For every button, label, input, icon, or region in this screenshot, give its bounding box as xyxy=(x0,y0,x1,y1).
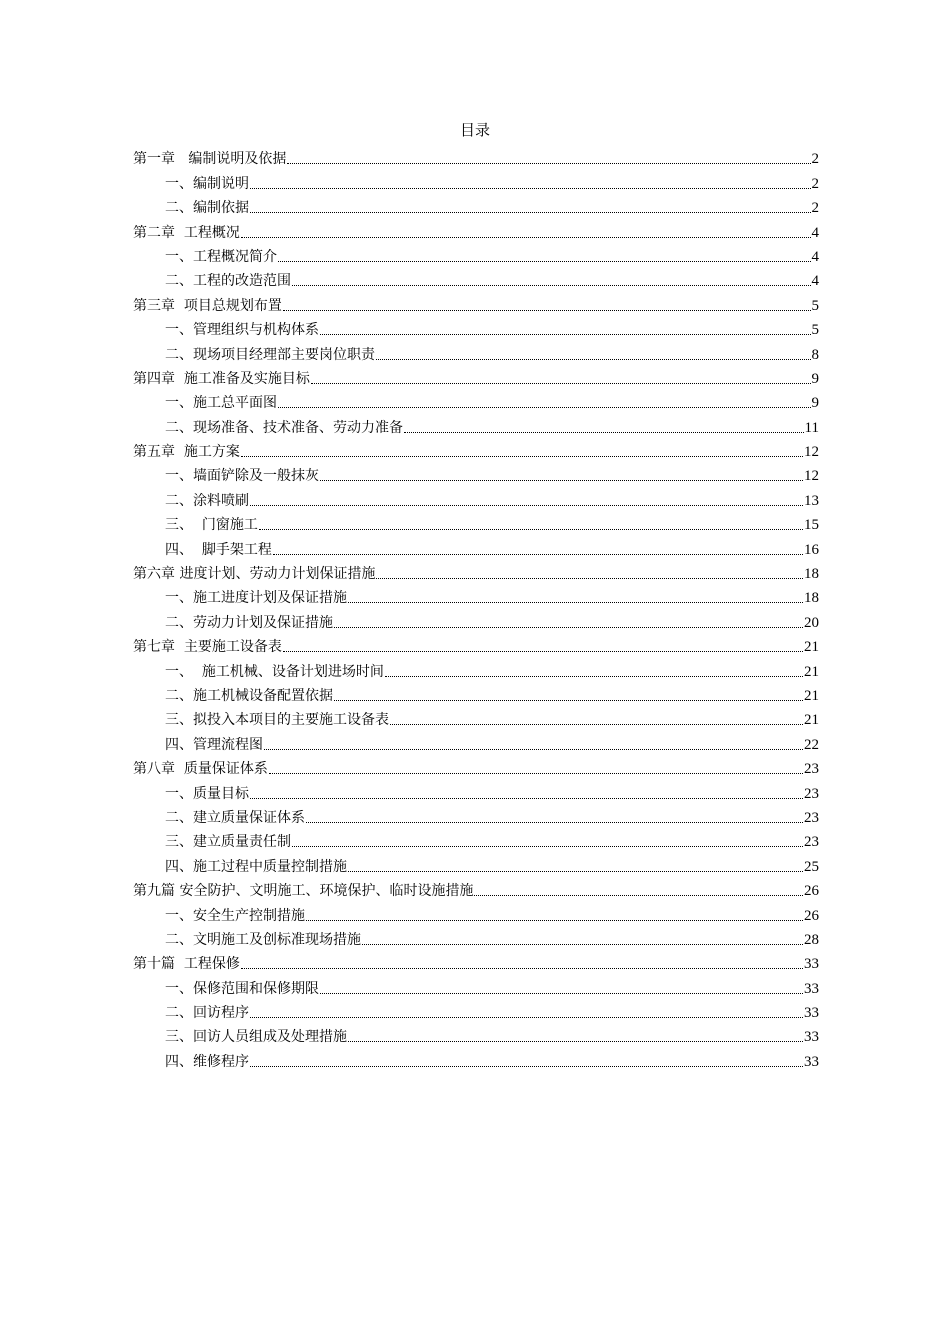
toc-dot-leader xyxy=(306,822,803,823)
toc-entry-label: 第一章 编制说明及依据 xyxy=(133,151,287,168)
toc-entry-label: 三、建立质量责任制 xyxy=(165,834,291,851)
toc-entry-label: 二、回访程序 xyxy=(165,1005,249,1022)
toc-entry[interactable] xyxy=(133,168,819,192)
toc-entry-label: 三、回访人员组成及处理措施 xyxy=(165,1029,347,1046)
toc-entry-page-number: 18 xyxy=(804,566,819,583)
toc-entry-page-number: 16 xyxy=(804,541,819,558)
toc-entry-page-number: 25 xyxy=(804,858,819,875)
toc-entry-page-number: 23 xyxy=(804,785,819,802)
toc-entry-page-number: 21 xyxy=(804,663,819,680)
toc-dot-leader xyxy=(241,456,803,457)
toc-entry[interactable] xyxy=(133,681,819,705)
toc-entry-label: 三、 门窗施工 xyxy=(165,517,258,534)
toc-entry[interactable] xyxy=(133,827,819,851)
toc-entry[interactable] xyxy=(133,364,819,388)
toc-entry-page-number: 33 xyxy=(804,980,819,997)
toc-entry-label: 第三章 项目总规划布置 xyxy=(133,297,282,314)
toc-entry-label: 二、现场准备、技术准备、劳动力准备 xyxy=(165,419,403,436)
toc-entry-label: 一、管理组织与机构体系 xyxy=(165,322,319,339)
toc-entry-page-number: 23 xyxy=(804,809,819,826)
toc-entry-page-number: 33 xyxy=(804,1053,819,1070)
toc-entry-page-number: 4 xyxy=(811,273,819,290)
toc-dot-leader xyxy=(264,749,803,750)
toc-entry-label: 第二章 工程概况 xyxy=(133,224,240,241)
toc-entry-label: 第五章 施工方案 xyxy=(133,444,240,461)
toc-entry-page-number: 33 xyxy=(804,1005,819,1022)
toc-entry[interactable] xyxy=(133,656,819,680)
toc-dot-leader xyxy=(292,285,811,286)
toc-entry-label: 一、质量目标 xyxy=(165,785,249,802)
toc-entry[interactable] xyxy=(133,729,819,753)
toc-entry[interactable] xyxy=(133,193,819,217)
toc-entry-page-number: 4 xyxy=(811,224,819,241)
toc-entry-label: 四、维修程序 xyxy=(165,1053,249,1070)
toc-entry-page-number: 26 xyxy=(804,907,819,924)
toc-entry[interactable] xyxy=(133,778,819,802)
toc-dot-leader xyxy=(348,602,803,603)
toc-entry-page-number: 15 xyxy=(804,517,819,534)
toc-entry-page-number: 5 xyxy=(811,297,819,314)
toc-entry-page-number: 21 xyxy=(804,712,819,729)
toc-entry[interactable] xyxy=(133,144,819,168)
toc-entry-page-number: 8 xyxy=(811,346,819,363)
toc-dot-leader xyxy=(334,627,803,628)
toc-entry[interactable] xyxy=(133,900,819,924)
toc-dot-leader xyxy=(474,895,803,896)
toc-dot-leader xyxy=(250,1017,803,1018)
toc-entry-page-number: 26 xyxy=(804,883,819,900)
toc-entry-label: 第四章 施工准备及实施目标 xyxy=(133,370,310,387)
toc-entry-label: 二、建立质量保证体系 xyxy=(165,809,305,826)
toc-entry-page-number: 13 xyxy=(804,492,819,509)
toc-entry-label: 二、文明施工及创标准现场措施 xyxy=(165,931,361,948)
toc-dot-leader xyxy=(376,578,803,579)
toc-dot-leader xyxy=(283,651,803,652)
toc-entry-page-number: 21 xyxy=(804,687,819,704)
toc-entry-label: 一、墙面铲除及一般抹灰 xyxy=(165,468,319,485)
toc-dot-leader xyxy=(306,920,803,921)
toc-entry[interactable] xyxy=(133,461,819,485)
toc-entry-label: 第六章 进度计划、劳动力计划保证措施 xyxy=(133,566,376,583)
toc-entry-page-number: 28 xyxy=(804,931,819,948)
toc-entry[interactable] xyxy=(133,217,819,241)
toc-dot-leader xyxy=(320,334,811,335)
toc-dot-leader xyxy=(250,188,811,189)
toc-entry-label: 二、工程的改造范围 xyxy=(165,273,291,290)
toc-entry-page-number: 2 xyxy=(811,175,819,192)
toc-dot-leader xyxy=(348,871,803,872)
toc-dot-leader xyxy=(250,1066,803,1067)
toc-entry-page-number: 9 xyxy=(811,370,819,387)
toc-entry-label: 四、施工过程中质量控制措施 xyxy=(165,858,347,875)
toc-entry[interactable] xyxy=(133,754,819,778)
toc-entry-page-number: 5 xyxy=(811,322,819,339)
toc-entry[interactable] xyxy=(133,510,819,534)
toc-dot-leader xyxy=(250,212,811,213)
toc-entry-page-number: 2 xyxy=(811,151,819,168)
toc-entry-page-number: 11 xyxy=(804,419,819,436)
toc-entry-page-number: 21 xyxy=(804,639,819,656)
toc-entry-page-number: 20 xyxy=(804,614,819,631)
toc-dot-leader xyxy=(259,529,803,530)
toc-entry[interactable] xyxy=(133,242,819,266)
toc-dot-leader xyxy=(404,432,804,433)
toc-entry-label: 第十篇 工程保修 xyxy=(133,956,240,973)
toc-dot-leader xyxy=(241,968,803,969)
toc-dot-leader xyxy=(241,237,811,238)
toc-entry[interactable] xyxy=(133,388,819,412)
toc-entry[interactable] xyxy=(133,315,819,339)
toc-entry-label: 一、施工进度计划及保证措施 xyxy=(165,590,347,607)
toc-entry-label: 一、工程概况简介 xyxy=(165,248,277,265)
toc-entry[interactable] xyxy=(133,876,819,900)
toc-entry-label: 二、施工机械设备配置依据 xyxy=(165,687,333,704)
toc-entry-label: 三、拟投入本项目的主要施工设备表 xyxy=(165,712,389,729)
toc-entry[interactable] xyxy=(133,803,819,827)
toc-title: 目录 xyxy=(459,121,490,139)
toc-dot-leader xyxy=(311,383,811,384)
toc-entry-label: 二、劳动力计划及保证措施 xyxy=(165,614,333,631)
toc-entry-label: 四、管理流程图 xyxy=(165,736,263,753)
toc-entry-label: 二、编制依据 xyxy=(165,200,249,217)
toc-dot-leader xyxy=(273,554,803,555)
toc-entry[interactable] xyxy=(133,485,819,509)
toc-entry[interactable] xyxy=(133,534,819,558)
toc-entry-label: 第七章 主要施工设备表 xyxy=(133,639,282,656)
toc-entry-page-number: 12 xyxy=(804,444,819,461)
toc-dot-leader xyxy=(278,261,811,262)
toc-dot-leader xyxy=(348,1041,803,1042)
toc-dot-leader xyxy=(269,773,803,774)
toc-entry-page-number: 9 xyxy=(811,395,819,412)
toc-entry[interactable] xyxy=(133,973,819,997)
toc-entry[interactable] xyxy=(133,339,819,363)
toc-dot-leader xyxy=(250,798,803,799)
toc-entry-label: 第八章 质量保证体系 xyxy=(133,761,268,778)
toc-entry-page-number: 2 xyxy=(811,200,819,217)
toc-dot-leader xyxy=(292,846,803,847)
toc-entry-page-number: 23 xyxy=(804,834,819,851)
toc-entry[interactable] xyxy=(133,632,819,656)
toc-entry-page-number: 12 xyxy=(804,468,819,485)
toc-entry[interactable] xyxy=(133,1046,819,1070)
toc-entry[interactable] xyxy=(133,290,819,314)
toc-entry-page-number: 33 xyxy=(804,956,819,973)
toc-dot-leader xyxy=(362,944,803,945)
toc-entry-page-number: 22 xyxy=(804,736,819,753)
toc-entry[interactable] xyxy=(133,851,819,875)
toc-entry[interactable] xyxy=(133,607,819,631)
toc-dot-leader xyxy=(390,724,803,725)
toc-entry-label: 一、施工总平面图 xyxy=(165,395,277,412)
toc-entry-label: 一、安全生产控制措施 xyxy=(165,907,305,924)
toc-entry-page-number: 18 xyxy=(804,590,819,607)
toc-dot-leader xyxy=(278,407,811,408)
toc-list xyxy=(133,144,819,1071)
toc-entry-label: 四、 脚手架工程 xyxy=(165,541,272,558)
toc-entry-label: 二、涂料喷刷 xyxy=(165,492,249,509)
toc-dot-leader xyxy=(320,480,803,481)
toc-entry[interactable] xyxy=(133,266,819,290)
toc-entry-page-number: 23 xyxy=(804,761,819,778)
toc-entry-label: 一、保修范围和保修期限 xyxy=(165,980,319,997)
toc-dot-leader xyxy=(287,163,810,164)
toc-entry[interactable] xyxy=(133,412,819,436)
toc-entry-label: 第九篇 安全防护、文明施工、环境保护、临时设施措施 xyxy=(133,883,474,900)
toc-dot-leader xyxy=(376,359,811,360)
toc-entry-page-number: 33 xyxy=(804,1029,819,1046)
toc-dot-leader xyxy=(250,505,803,506)
toc-dot-leader xyxy=(283,310,811,311)
toc-entry-label: 一、 施工机械、设备计划进场时间 xyxy=(165,663,384,680)
toc-entry[interactable] xyxy=(133,925,819,949)
toc-entry[interactable] xyxy=(133,1022,819,1046)
toc-dot-leader xyxy=(385,676,803,677)
toc-entry[interactable] xyxy=(133,437,819,461)
toc-entry-label: 二、现场项目经理部主要岗位职责 xyxy=(165,346,375,363)
toc-entry-label: 一、编制说明 xyxy=(165,175,249,192)
toc-entry-page-number: 4 xyxy=(811,248,819,265)
toc-entry[interactable] xyxy=(133,559,819,583)
toc-entry[interactable] xyxy=(133,949,819,973)
toc-entry[interactable] xyxy=(133,583,819,607)
toc-dot-leader xyxy=(334,700,803,701)
toc-entry[interactable] xyxy=(133,705,819,729)
toc-dot-leader xyxy=(320,993,803,994)
toc-entry[interactable] xyxy=(133,998,819,1022)
